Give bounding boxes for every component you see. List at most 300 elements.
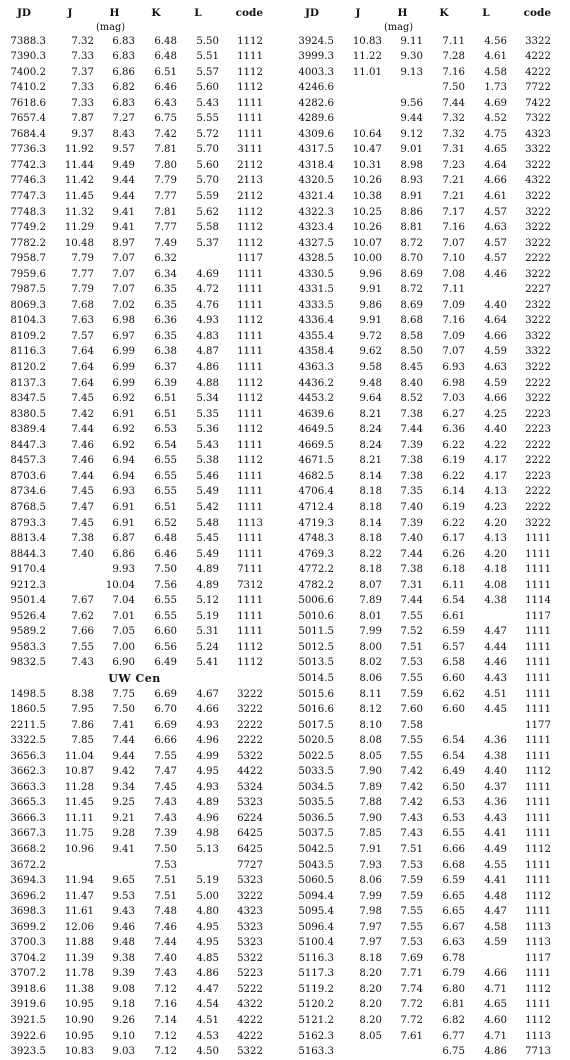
cell-k: 7.81 bbox=[154, 144, 177, 156]
cell-k: 7.16 bbox=[442, 66, 465, 78]
cell-code: 1113 bbox=[525, 937, 551, 949]
cell-k: 6.11 bbox=[442, 579, 465, 591]
cell-j: 9.64 bbox=[359, 393, 382, 405]
cell-k: 7.51 bbox=[154, 890, 177, 902]
table-row bbox=[2, 951, 267, 967]
cell-jd: 4769.3 bbox=[298, 548, 334, 560]
cell-code: 1112 bbox=[525, 890, 551, 902]
cell-k: 7.39 bbox=[154, 828, 177, 840]
cell-h: 8.72 bbox=[400, 237, 423, 249]
cell-code: 2222 bbox=[525, 253, 551, 265]
cell-l: 5.19 bbox=[196, 610, 219, 622]
cell-j: 10.25 bbox=[352, 206, 382, 218]
cell-jd: 3656.3 bbox=[10, 750, 46, 762]
cell-h: 9.44 bbox=[112, 750, 135, 762]
cell-h: 7.07 bbox=[112, 284, 135, 296]
units-row bbox=[2, 22, 267, 34]
cell-k: 7.77 bbox=[154, 191, 177, 203]
cell-h: 6.86 bbox=[112, 548, 135, 560]
table-row bbox=[2, 516, 267, 532]
cell-code: 3222 bbox=[525, 159, 551, 171]
cell-h: 7.55 bbox=[400, 672, 423, 684]
cell-h: 7.44 bbox=[112, 735, 135, 747]
cell-j: 11.45 bbox=[64, 797, 94, 809]
cell-j: 8.21 bbox=[359, 455, 382, 467]
cell-jd: 4671.5 bbox=[298, 455, 334, 467]
cell-code: 3111 bbox=[237, 144, 263, 156]
col-header-jd: JD bbox=[304, 7, 320, 19]
cell-code: 1111 bbox=[237, 470, 263, 482]
table-row bbox=[290, 282, 555, 298]
cell-jd: 8120.2 bbox=[10, 362, 46, 374]
cell-l: 4.60 bbox=[484, 1015, 507, 1026]
cell-h: 9.12 bbox=[400, 128, 423, 140]
cell-j: 11.28 bbox=[64, 781, 94, 793]
cell-l bbox=[465, 609, 507, 625]
cell-l: 4.93 bbox=[196, 781, 219, 793]
col-header-code: code bbox=[523, 7, 551, 19]
cell-h: 9.57 bbox=[112, 144, 135, 156]
cell-h: 6.92 bbox=[112, 439, 135, 451]
cell-k: 6.22 bbox=[442, 517, 465, 529]
cell-h: 7.44 bbox=[400, 595, 423, 607]
cell-k: 7.45 bbox=[154, 781, 177, 793]
cell-k: 6.62 bbox=[442, 688, 465, 700]
table-row bbox=[290, 764, 555, 780]
cell-jd: 7684.4 bbox=[10, 128, 46, 140]
cell-l: 4.20 bbox=[484, 548, 507, 560]
cell-l: 5.50 bbox=[196, 35, 219, 47]
cell-code: 5323 bbox=[237, 921, 263, 933]
cell-j: 9.37 bbox=[71, 128, 94, 140]
table-row bbox=[2, 764, 267, 780]
cell-jd: 5036.5 bbox=[298, 812, 334, 824]
cell-h: 8.40 bbox=[400, 377, 423, 389]
cell-j: 10.95 bbox=[64, 999, 94, 1011]
cell-l: 4.66 bbox=[484, 330, 507, 342]
cell-k: 7.55 bbox=[154, 750, 177, 762]
cell-l: 4.63 bbox=[484, 222, 507, 234]
cell-h: 6.91 bbox=[112, 408, 135, 420]
cell-jd: 5095.4 bbox=[298, 906, 334, 918]
cell-jd: 5121.2 bbox=[298, 1015, 334, 1026]
cell-l: 5.34 bbox=[196, 393, 219, 405]
cell-l: 5.41 bbox=[196, 657, 219, 669]
cell-k: 6.35 bbox=[154, 330, 177, 342]
cell-jd: 3667.3 bbox=[10, 828, 46, 840]
table-row bbox=[2, 282, 267, 298]
cell-jd: 3921.5 bbox=[10, 1015, 46, 1026]
cell-k: 7.16 bbox=[442, 315, 465, 327]
cell-k: 7.11 bbox=[442, 35, 465, 47]
cell-l bbox=[465, 718, 507, 734]
table-row bbox=[290, 702, 555, 718]
cell-l: 4.58 bbox=[484, 66, 507, 78]
cell-jd: 5163.3 bbox=[298, 1046, 334, 1058]
cell-l: 5.38 bbox=[196, 455, 219, 467]
cell-k: 6.50 bbox=[442, 781, 465, 793]
table-row bbox=[2, 267, 267, 283]
cell-j: 8.18 bbox=[359, 501, 382, 513]
cell-k: 7.07 bbox=[442, 237, 465, 249]
cell-j: 8.20 bbox=[359, 968, 382, 980]
table-row bbox=[290, 997, 555, 1013]
cell-j: 7.99 bbox=[359, 890, 382, 902]
cell-j: 7.79 bbox=[71, 284, 94, 296]
star-name: UW Cen bbox=[108, 671, 161, 685]
cell-j: 11.39 bbox=[64, 952, 94, 964]
table-row bbox=[2, 718, 267, 734]
cell-l: 4.51 bbox=[196, 1015, 219, 1026]
cell-k: 6.70 bbox=[154, 704, 177, 716]
cell-k: 7.50 bbox=[154, 843, 177, 855]
table-row bbox=[290, 251, 555, 267]
cell-j: 8.07 bbox=[359, 579, 382, 591]
cell-h: 7.41 bbox=[112, 719, 135, 731]
table-row bbox=[2, 65, 267, 81]
cell-j: 7.33 bbox=[71, 51, 94, 63]
cell-k: 7.49 bbox=[154, 237, 177, 249]
cell-jd: 5012.5 bbox=[298, 641, 334, 653]
cell-l: 4.22 bbox=[484, 439, 507, 451]
cell-l: 5.59 bbox=[196, 191, 219, 203]
table-row bbox=[290, 531, 555, 547]
table-row bbox=[2, 795, 267, 811]
cell-l: 5.45 bbox=[196, 533, 219, 545]
cell-code: 1111 bbox=[237, 128, 263, 140]
cell-k: 6.32 bbox=[154, 253, 177, 265]
cell-jd: 5015.6 bbox=[298, 688, 334, 700]
cell-code: 1112 bbox=[237, 657, 263, 669]
cell-h: 8.68 bbox=[400, 315, 423, 327]
cell-h: 8.50 bbox=[400, 346, 423, 358]
cell-h: 7.44 bbox=[400, 424, 423, 436]
cell-j: 12.06 bbox=[64, 921, 94, 933]
cell-h: 7.38 bbox=[400, 470, 423, 482]
cell-k: 6.55 bbox=[154, 610, 177, 622]
cell-j: 8.22 bbox=[359, 548, 382, 560]
cell-j: 8.18 bbox=[359, 564, 382, 576]
cell-l: 4.17 bbox=[484, 470, 507, 482]
cell-j: 11.94 bbox=[64, 875, 94, 887]
cell-l bbox=[177, 251, 219, 267]
table-row bbox=[290, 438, 555, 454]
cell-l: 4.47 bbox=[484, 906, 507, 918]
cell-l: 5.19 bbox=[196, 875, 219, 887]
cell-k: 6.49 bbox=[442, 766, 465, 778]
table-row bbox=[2, 49, 267, 65]
cell-jd: 4436.2 bbox=[298, 377, 334, 389]
cell-code: 1112 bbox=[525, 766, 551, 778]
cell-j: 10.87 bbox=[64, 766, 94, 778]
cell-j: 11.11 bbox=[64, 812, 94, 824]
table-row bbox=[2, 889, 267, 905]
cell-code: 6425 bbox=[237, 828, 263, 840]
cell-h: 8.97 bbox=[112, 237, 135, 249]
cell-code: 4323 bbox=[237, 906, 263, 918]
table-row bbox=[2, 407, 267, 423]
cell-j: 7.62 bbox=[71, 610, 94, 622]
cell-code: 1111 bbox=[237, 346, 263, 358]
table-row bbox=[2, 842, 267, 858]
cell-jd: 8069.3 bbox=[10, 299, 46, 311]
cell-l: 4.86 bbox=[196, 362, 219, 374]
cell-h: 6.93 bbox=[112, 486, 135, 498]
cell-k: 7.21 bbox=[442, 191, 465, 203]
table-row bbox=[2, 578, 267, 594]
cell-code: 5323 bbox=[237, 937, 263, 949]
cell-k: 6.69 bbox=[154, 688, 177, 700]
cell-h: 7.42 bbox=[400, 781, 423, 793]
cell-k: 6.49 bbox=[154, 657, 177, 669]
units-label: (mag) bbox=[96, 21, 126, 33]
cell-code: 1111 bbox=[237, 501, 263, 513]
cell-h: 8.69 bbox=[400, 268, 423, 280]
table-row bbox=[290, 1044, 555, 1060]
cell-k: 6.53 bbox=[442, 812, 465, 824]
cell-j bbox=[334, 111, 382, 127]
col-header-code: code bbox=[235, 7, 263, 19]
cell-h: 8.43 bbox=[112, 128, 135, 140]
cell-jd: 2211.5 bbox=[10, 719, 46, 731]
cell-code: 1111 bbox=[525, 859, 551, 871]
table-row bbox=[2, 966, 267, 982]
cell-j: 7.46 bbox=[71, 455, 94, 467]
cell-l: 4.72 bbox=[196, 284, 219, 296]
cell-j: 8.18 bbox=[359, 486, 382, 498]
cell-h: 7.04 bbox=[112, 595, 135, 607]
col-header-k: K bbox=[151, 7, 161, 19]
cell-k: 6.38 bbox=[154, 346, 177, 358]
table-row bbox=[290, 142, 555, 158]
cell-k: 7.44 bbox=[154, 937, 177, 949]
units-label: (mag) bbox=[384, 21, 414, 33]
cell-code: 2222 bbox=[525, 501, 551, 513]
cell-j: 7.88 bbox=[359, 797, 382, 809]
cell-j: 8.05 bbox=[359, 750, 382, 762]
cell-jd: 8793.3 bbox=[10, 517, 46, 529]
cell-l: 4.53 bbox=[196, 1030, 219, 1042]
cell-code: 1111 bbox=[525, 812, 551, 824]
cell-jd: 4782.2 bbox=[298, 579, 334, 591]
header-row bbox=[290, 6, 555, 22]
cell-k: 6.27 bbox=[442, 408, 465, 420]
cell-l bbox=[465, 951, 507, 967]
cell-code: 1117 bbox=[525, 952, 551, 964]
cell-j: 11.61 bbox=[64, 906, 94, 918]
cell-l: 4.47 bbox=[196, 983, 219, 995]
cell-h: 7.07 bbox=[112, 268, 135, 280]
cell-l: 5.60 bbox=[196, 82, 219, 94]
cell-l: 4.87 bbox=[196, 346, 219, 358]
cell-jd: 5116.3 bbox=[298, 952, 334, 964]
cell-k: 7.53 bbox=[154, 859, 177, 871]
cell-l: 4.51 bbox=[484, 688, 507, 700]
cell-h: 7.00 bbox=[112, 641, 135, 653]
cell-code: 5324 bbox=[237, 781, 263, 793]
cell-h: 6.91 bbox=[112, 517, 135, 529]
cell-k: 7.11 bbox=[442, 284, 465, 296]
table-row bbox=[2, 780, 267, 796]
cell-j: 10.38 bbox=[352, 191, 382, 203]
cell-k: 6.51 bbox=[154, 393, 177, 405]
cell-h: 7.01 bbox=[112, 610, 135, 622]
table-row bbox=[2, 655, 267, 671]
cell-k: 7.40 bbox=[154, 952, 177, 964]
cell-jd: 8109.2 bbox=[10, 330, 46, 342]
cell-h: 9.93 bbox=[112, 564, 135, 576]
cell-l: 4.23 bbox=[484, 501, 507, 513]
cell-jd: 8734.6 bbox=[10, 486, 46, 498]
cell-jd: 4282.6 bbox=[298, 97, 334, 109]
cell-h: 9.13 bbox=[400, 66, 423, 78]
cell-jd: 5014.5 bbox=[298, 672, 334, 684]
cell-code: 1112 bbox=[237, 66, 263, 78]
table-row bbox=[290, 484, 555, 500]
cell-code: 2112 bbox=[237, 159, 263, 171]
cell-jd: 5100.4 bbox=[298, 937, 334, 949]
table-row bbox=[2, 298, 267, 314]
cell-code: 3222 bbox=[525, 268, 551, 280]
cell-j: 7.37 bbox=[71, 66, 94, 78]
cell-l bbox=[177, 858, 219, 874]
cell-jd: 7748.3 bbox=[10, 206, 46, 218]
table-row bbox=[2, 562, 267, 578]
cell-k: 6.53 bbox=[154, 424, 177, 436]
cell-j: 7.33 bbox=[71, 82, 94, 94]
cell-l: 4.54 bbox=[196, 999, 219, 1011]
cell-j: 9.91 bbox=[359, 284, 382, 296]
cell-jd: 3707.2 bbox=[10, 968, 46, 980]
cell-jd: 4328.5 bbox=[298, 253, 334, 265]
cell-k: 7.46 bbox=[154, 921, 177, 933]
cell-k: 6.82 bbox=[442, 1015, 465, 1026]
cell-l: 5.43 bbox=[196, 97, 219, 109]
cell-l: 4.99 bbox=[196, 750, 219, 762]
table-row bbox=[2, 189, 267, 205]
cell-k: 6.78 bbox=[442, 952, 465, 964]
cell-j bbox=[46, 858, 94, 874]
cell-l: 4.47 bbox=[484, 626, 507, 638]
cell-k: 6.61 bbox=[442, 610, 465, 622]
cell-j: 7.42 bbox=[71, 408, 94, 420]
cell-j bbox=[334, 96, 382, 112]
cell-h: 7.74 bbox=[400, 983, 423, 995]
cell-l: 4.36 bbox=[484, 735, 507, 747]
table-row bbox=[2, 935, 267, 951]
cell-l: 5.13 bbox=[196, 843, 219, 855]
cell-k: 6.22 bbox=[442, 439, 465, 451]
cell-code: 4222 bbox=[525, 66, 551, 78]
cell-h: 10.04 bbox=[105, 579, 135, 591]
cell-l: 4.71 bbox=[484, 1030, 507, 1042]
cell-code: 1111 bbox=[237, 439, 263, 451]
cell-jd: 4706.4 bbox=[298, 486, 334, 498]
cell-code: 1111 bbox=[525, 533, 551, 545]
cell-jd: 9832.5 bbox=[10, 657, 46, 669]
cell-l: 4.52 bbox=[484, 113, 507, 125]
cell-code: 1111 bbox=[525, 641, 551, 653]
cell-jd: 5060.5 bbox=[298, 875, 334, 887]
cell-k: 6.51 bbox=[154, 408, 177, 420]
cell-jd: 5094.4 bbox=[298, 890, 334, 902]
cell-j bbox=[46, 578, 94, 594]
cell-j: 7.44 bbox=[71, 470, 94, 482]
cell-j: 7.99 bbox=[359, 626, 382, 638]
table-row bbox=[290, 469, 555, 485]
cell-h: 8.81 bbox=[400, 222, 423, 234]
cell-k: 6.66 bbox=[442, 843, 465, 855]
cell-k: 6.81 bbox=[442, 999, 465, 1011]
cell-h: 7.69 bbox=[400, 952, 423, 964]
cell-jd: 8347.5 bbox=[10, 393, 46, 405]
cell-jd: 4453.2 bbox=[298, 393, 334, 405]
table-row bbox=[2, 531, 267, 547]
cell-h: 7.44 bbox=[400, 548, 423, 560]
cell-jd: 5119.2 bbox=[298, 983, 334, 995]
cell-jd: 4322.3 bbox=[298, 206, 334, 218]
cell-jd: 7749.2 bbox=[10, 222, 46, 234]
table-row bbox=[290, 49, 555, 65]
cell-j: 7.45 bbox=[71, 486, 94, 498]
cell-jd: 7742.3 bbox=[10, 159, 46, 171]
cell-k: 6.14 bbox=[442, 486, 465, 498]
cell-k: 6.55 bbox=[154, 595, 177, 607]
cell-h: 8.58 bbox=[400, 330, 423, 342]
cell-code: 1112 bbox=[237, 222, 263, 234]
cell-h bbox=[94, 858, 135, 874]
cell-h: 9.44 bbox=[400, 113, 423, 125]
cell-jd: 4320.5 bbox=[298, 175, 334, 187]
cell-jd: 9212.3 bbox=[10, 579, 46, 591]
cell-j: 7.98 bbox=[359, 906, 382, 918]
cell-h: 7.39 bbox=[400, 439, 423, 451]
cell-code: 3222 bbox=[525, 393, 551, 405]
cell-jd: 8703.6 bbox=[10, 470, 46, 482]
table-row bbox=[2, 127, 267, 143]
cell-code: 3222 bbox=[237, 688, 263, 700]
cell-code: 1111 bbox=[237, 330, 263, 342]
cell-k: 7.17 bbox=[442, 206, 465, 218]
cell-j: 7.87 bbox=[71, 113, 94, 125]
table-row bbox=[290, 982, 555, 998]
cell-k: 6.79 bbox=[442, 968, 465, 980]
cell-h: 7.40 bbox=[400, 533, 423, 545]
cell-jd: 7410.2 bbox=[10, 82, 46, 94]
cell-l: 4.40 bbox=[484, 766, 507, 778]
col-header-l: L bbox=[194, 7, 202, 19]
cell-l: 4.76 bbox=[196, 299, 219, 311]
cell-jd: 7400.2 bbox=[10, 66, 46, 78]
cell-code: 1112 bbox=[237, 424, 263, 436]
cell-code: 3222 bbox=[525, 191, 551, 203]
cell-k: 6.68 bbox=[442, 859, 465, 871]
cell-k: 6.22 bbox=[442, 470, 465, 482]
cell-jd: 7987.5 bbox=[10, 284, 46, 296]
table-row bbox=[2, 453, 267, 469]
table-row bbox=[290, 593, 555, 609]
cell-h: 6.94 bbox=[112, 455, 135, 467]
cell-h: 6.83 bbox=[112, 51, 135, 63]
col-header-h: H bbox=[397, 7, 408, 19]
table-row bbox=[2, 687, 267, 703]
table-row bbox=[290, 407, 555, 423]
cell-j: 7.79 bbox=[71, 253, 94, 265]
cell-l: 4.57 bbox=[484, 206, 507, 218]
cell-j: 7.85 bbox=[359, 828, 382, 840]
cell-jd: 7959.6 bbox=[10, 268, 46, 280]
cell-l: 4.59 bbox=[484, 377, 507, 389]
